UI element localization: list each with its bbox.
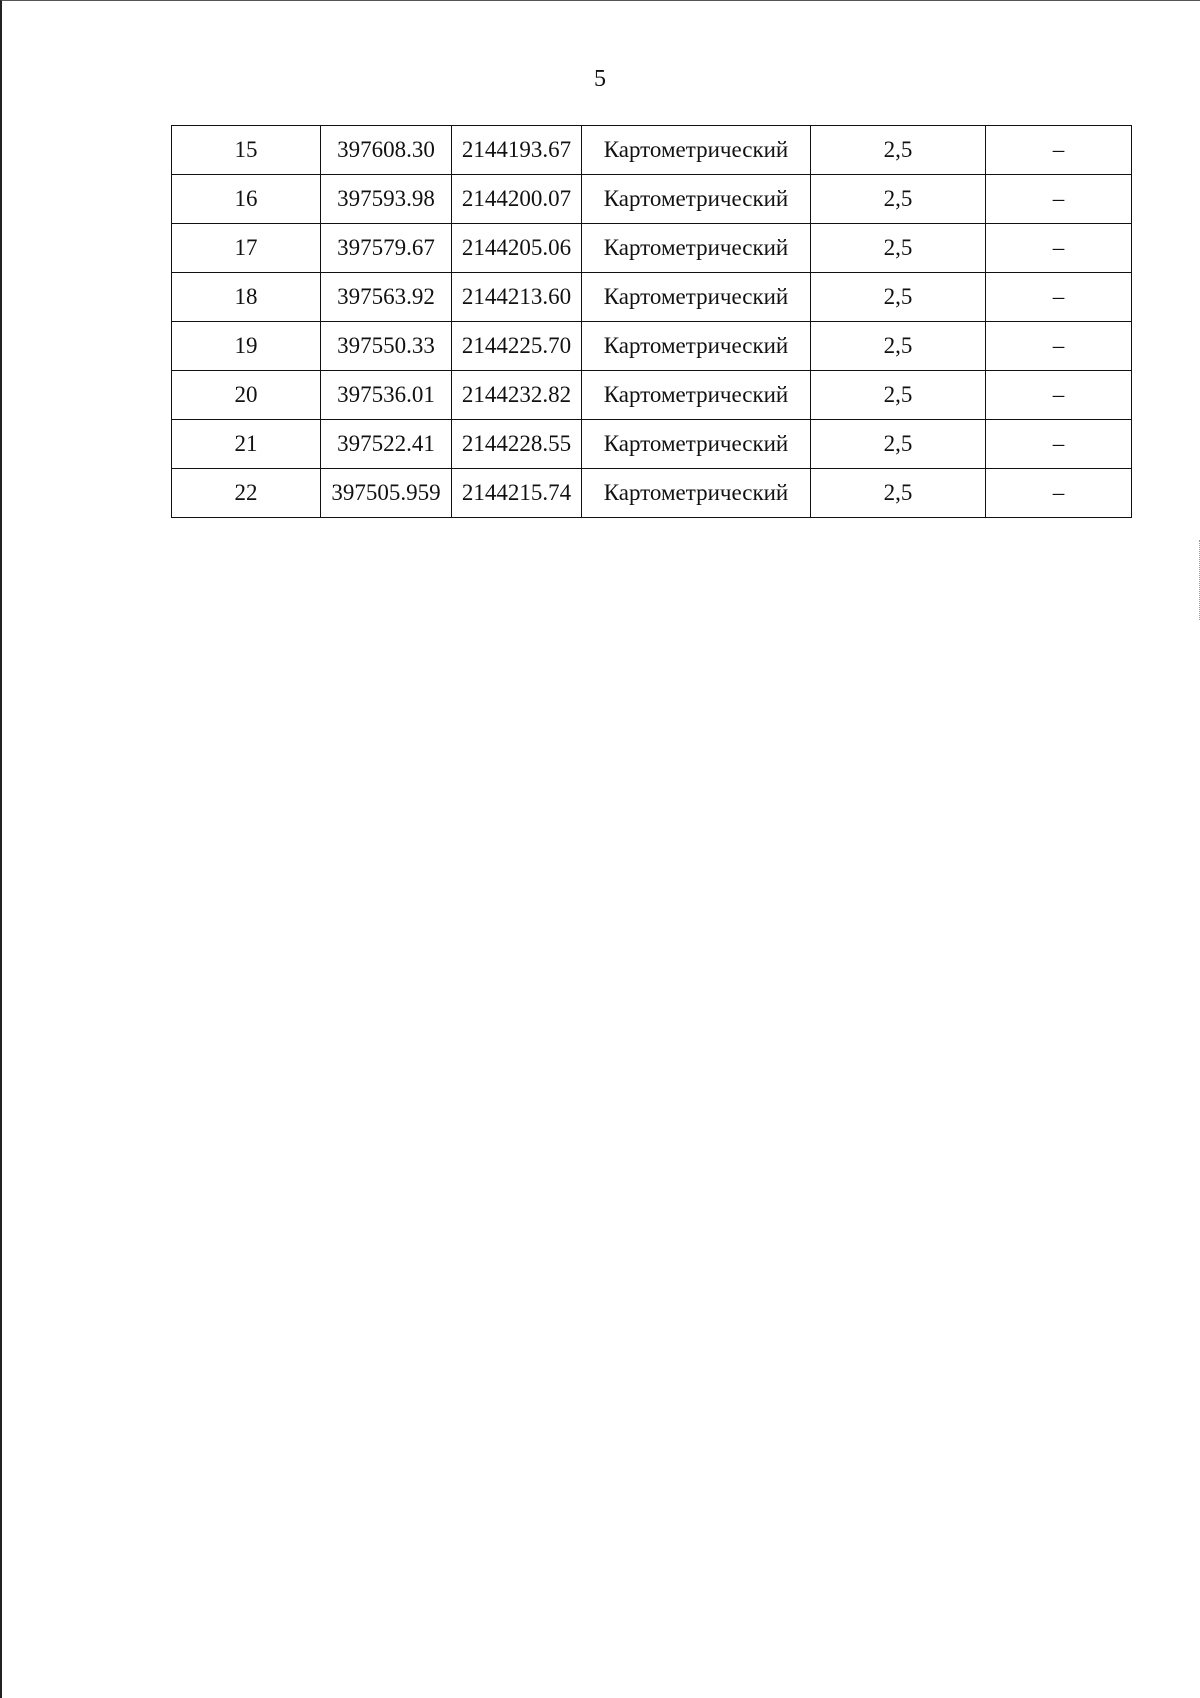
point-number-cell: 22	[172, 469, 321, 518]
table-row	[172, 224, 1132, 273]
x-coordinate-cell: 397563.92	[321, 273, 452, 322]
y-coordinate-cell: 2144215.74	[452, 469, 582, 518]
method-cell: Картометрический	[582, 126, 811, 175]
note-cell: –	[986, 469, 1132, 518]
accuracy-cell: 2,5	[811, 322, 986, 371]
accuracy-cell: 2,5	[811, 175, 986, 224]
note-cell: –	[986, 371, 1132, 420]
method-cell: Картометрический	[582, 420, 811, 469]
coordinates-table	[171, 125, 1132, 518]
method-cell: Картометрический	[582, 224, 811, 273]
x-coordinate-cell: 397536.01	[321, 371, 452, 420]
x-coordinate-cell: 397522.41	[321, 420, 452, 469]
note-cell: –	[986, 224, 1132, 273]
accuracy-cell: 2,5	[811, 371, 986, 420]
note-cell: –	[986, 420, 1132, 469]
point-number-cell: 16	[172, 175, 321, 224]
x-coordinate-cell: 397505.959	[321, 469, 452, 518]
note-cell: –	[986, 273, 1132, 322]
point-number-cell: 20	[172, 371, 321, 420]
x-coordinate-cell: 397608.30	[321, 126, 452, 175]
table-row	[172, 420, 1132, 469]
y-coordinate-cell: 2144200.07	[452, 175, 582, 224]
y-coordinate-cell: 2144232.82	[452, 371, 582, 420]
y-coordinate-cell: 2144193.67	[452, 126, 582, 175]
method-cell: Картометрический	[582, 322, 811, 371]
y-coordinate-cell: 2144213.60	[452, 273, 582, 322]
y-coordinate-cell: 2144205.06	[452, 224, 582, 273]
point-number-cell: 19	[172, 322, 321, 371]
table-row	[172, 371, 1132, 420]
method-cell: Картометрический	[582, 371, 811, 420]
note-cell: –	[986, 175, 1132, 224]
table-row	[172, 322, 1132, 371]
y-coordinate-cell: 2144225.70	[452, 322, 582, 371]
point-number-cell: 17	[172, 224, 321, 273]
y-coordinate-cell: 2144228.55	[452, 420, 582, 469]
x-coordinate-cell: 397579.67	[321, 224, 452, 273]
x-coordinate-cell: 397593.98	[321, 175, 452, 224]
table-row	[172, 175, 1132, 224]
table-row	[172, 273, 1132, 322]
accuracy-cell: 2,5	[811, 469, 986, 518]
method-cell: Картометрический	[582, 469, 811, 518]
note-cell: –	[986, 322, 1132, 371]
method-cell: Картометрический	[582, 175, 811, 224]
accuracy-cell: 2,5	[811, 126, 986, 175]
coordinates-table-body	[172, 126, 1132, 518]
point-number-cell: 21	[172, 420, 321, 469]
point-number-cell: 15	[172, 126, 321, 175]
accuracy-cell: 2,5	[811, 273, 986, 322]
page-number: 5	[594, 66, 606, 92]
point-number-cell: 18	[172, 273, 321, 322]
note-cell: –	[986, 126, 1132, 175]
x-coordinate-cell: 397550.33	[321, 322, 452, 371]
table-row	[172, 469, 1132, 518]
method-cell: Картометрический	[582, 273, 811, 322]
table-row	[172, 126, 1132, 175]
accuracy-cell: 2,5	[811, 420, 986, 469]
accuracy-cell: 2,5	[811, 224, 986, 273]
